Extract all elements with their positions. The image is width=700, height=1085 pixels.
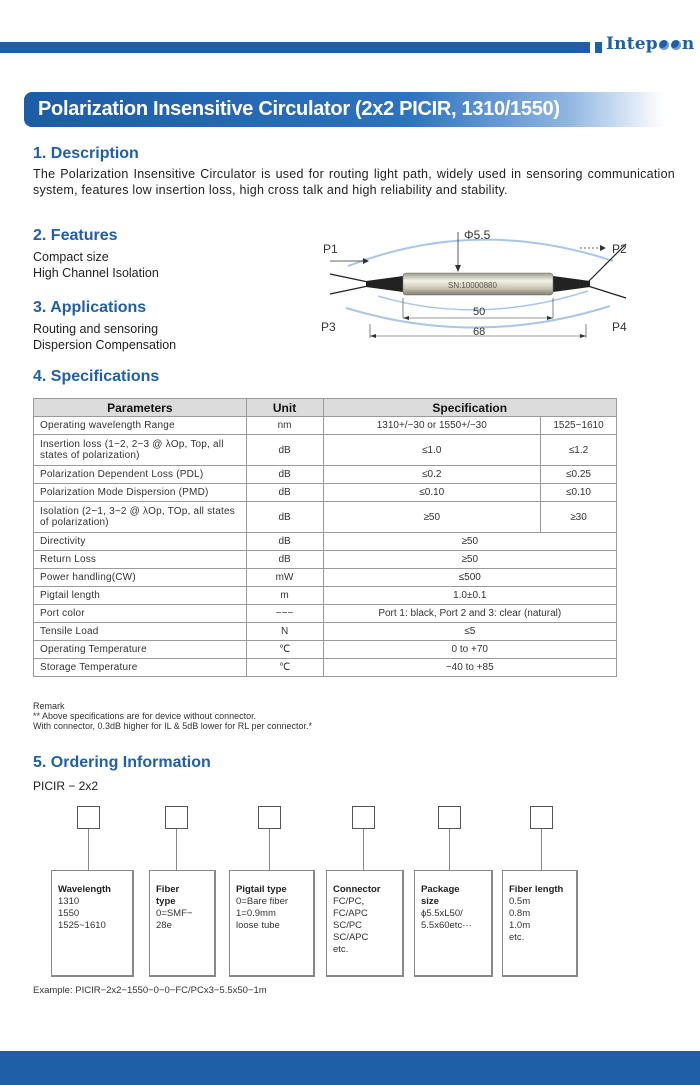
- connector-line: [449, 829, 450, 870]
- option-value: 5.5x60etc···: [421, 920, 472, 931]
- option-title: Fiber length: [509, 884, 564, 895]
- specification-cell: ≤0.25: [541, 466, 617, 484]
- parameter-cell: Polarization Mode Dispersion (PMD): [34, 484, 247, 502]
- remark: [33, 701, 312, 731]
- code-field-box: [438, 806, 461, 829]
- header-parameters: Parameters: [34, 399, 247, 417]
- table-row: [34, 502, 617, 533]
- connector-line: [88, 829, 89, 870]
- features-list: [33, 249, 159, 281]
- parameter-cell: Tensile Load: [34, 623, 247, 641]
- specification-cell: ≤1.0: [323, 435, 541, 466]
- option-value: 28e: [156, 920, 172, 931]
- specification-cell: 1.0±0.1: [323, 587, 617, 605]
- code-field-box: [530, 806, 553, 829]
- option-value: 0.8m: [509, 908, 531, 919]
- table-row: [34, 484, 617, 502]
- option-value: ϕ5.5xL50/: [421, 908, 463, 919]
- application-item: Dispersion Compensation: [33, 338, 177, 352]
- unit-cell: dB: [246, 484, 323, 502]
- table-row: [34, 641, 617, 659]
- unit-cell: N: [246, 623, 323, 641]
- option-box: [229, 870, 315, 977]
- parameter-cell: Return Loss: [34, 551, 247, 569]
- option-value: etc.: [333, 944, 349, 955]
- header-bar-accent: [595, 42, 602, 53]
- option-title: type: [156, 896, 176, 907]
- option-title: Package: [421, 884, 460, 895]
- ordering-code: PICIR − 2x2: [33, 779, 99, 793]
- option-value: 1310: [58, 896, 80, 907]
- applications-list: [33, 321, 176, 353]
- port-p3-label: P3: [321, 320, 336, 334]
- specification-cell: ≥50: [323, 551, 617, 569]
- table-row: [34, 435, 617, 466]
- specification-cell: ≤500: [323, 569, 617, 587]
- option-value: 0.5m: [509, 896, 531, 907]
- option-value: SC/PC: [333, 920, 363, 931]
- table-row: [34, 587, 617, 605]
- unit-cell: dB: [246, 502, 323, 533]
- connector-line: [541, 829, 542, 870]
- table-row: [34, 551, 617, 569]
- parameter-cell: Insertion loss (1−2, 2−3 @ λOp, Top, all states of polarization): [34, 435, 247, 466]
- feature-item: High Channel Isolation: [33, 266, 159, 280]
- code-field-box: [165, 806, 188, 829]
- table-header-row: [34, 399, 617, 417]
- specification-cell: ≤1.2: [541, 435, 617, 466]
- specification-cell: ≤0.2: [323, 466, 541, 484]
- body-length-label: 50: [473, 306, 486, 318]
- option-title: Wavelength: [58, 884, 111, 895]
- unit-cell: −−−: [246, 605, 323, 623]
- page-title: Polarization Insensitive Circulator (2x2 PICIR, 1310/1550): [38, 98, 560, 120]
- table-row: [34, 623, 617, 641]
- diameter-label: Φ5.5: [464, 228, 491, 242]
- unit-cell: ℃: [246, 641, 323, 659]
- description-heading: 1. Description: [33, 145, 139, 162]
- total-length-label: 68: [473, 326, 486, 338]
- applications-heading: 3. Applications: [33, 299, 147, 316]
- specifications-heading: 4. Specifications: [33, 368, 160, 385]
- unit-cell: dB: [246, 435, 323, 466]
- parameter-cell: Operating Temperature: [34, 641, 247, 659]
- specification-cell: ≥50: [323, 533, 617, 551]
- specification-cell: ≥50: [323, 502, 541, 533]
- application-item: Routing and sensoring: [33, 322, 159, 336]
- option-value: FC/PC,: [333, 896, 365, 907]
- remark-line: ** Above specifications are for device without connector.: [33, 711, 257, 721]
- parameter-cell: Isolation (2−1, 3−2 @ λOp, TOp, all states of polarization): [34, 502, 247, 533]
- specification-cell: 1310+/−30 or 1550+/−30: [323, 417, 541, 435]
- parameter-cell: Storage Temperature: [34, 659, 247, 677]
- specification-cell: Port 1: black, Port 2 and 3: clear (natural): [323, 605, 617, 623]
- option-value: 1550: [58, 908, 80, 919]
- table-row: [34, 569, 617, 587]
- specification-cell: ≥30: [541, 502, 617, 533]
- option-value: 0=Bare fiber: [236, 896, 289, 907]
- option-box: [502, 870, 578, 977]
- code-field-box: [352, 806, 375, 829]
- unit-cell: ℃: [246, 659, 323, 677]
- port-p4-label: P4: [612, 320, 627, 334]
- parameter-cell: Polarization Dependent Loss (PDL): [34, 466, 247, 484]
- footer-bar: [0, 1051, 700, 1085]
- option-value: etc.: [509, 932, 525, 943]
- port-p2-label: P2: [612, 242, 627, 256]
- option-title: size: [421, 896, 439, 907]
- parameter-cell: Operating wavelength Range: [34, 417, 247, 435]
- parameter-cell: Pigtail length: [34, 587, 247, 605]
- remark-line: With connector, 0.3dB higher for IL & 5dB lower for RL per connector.*: [33, 721, 312, 731]
- specification-cell: ≤5: [323, 623, 617, 641]
- code-field-box: [258, 806, 281, 829]
- feature-item: Compact size: [33, 250, 109, 264]
- serial-label: SN:10000880: [448, 281, 497, 290]
- ordering-heading: 5. Ordering Information: [33, 754, 211, 771]
- option-value: FC/APC: [333, 908, 368, 919]
- unit-cell: m: [246, 587, 323, 605]
- specification-cell: ≤0.10: [541, 484, 617, 502]
- remark-title: Remark: [33, 701, 65, 711]
- option-value: 1=0.9mm: [236, 908, 276, 919]
- unit-cell: nm: [246, 417, 323, 435]
- connector-line: [176, 829, 177, 870]
- specification-cell: 1525~1610: [541, 417, 617, 435]
- header-unit: Unit: [246, 399, 323, 417]
- option-value: SC/APC: [333, 932, 369, 943]
- ordering-example: Example: PICIR−2x2−1550−0−0−FC/PCx3−5.5x50−1m: [33, 985, 267, 996]
- table-row: [34, 659, 617, 677]
- option-box: [414, 870, 493, 977]
- option-title: Connector: [333, 884, 381, 895]
- option-value: 1.0m: [509, 920, 531, 931]
- option-value: 0=SMF−: [156, 908, 193, 919]
- option-box: [51, 870, 134, 977]
- option-title: Pigtail type: [236, 884, 287, 895]
- unit-cell: dB: [246, 466, 323, 484]
- specification-cell: −40 to +85: [323, 659, 617, 677]
- unit-cell: dB: [246, 533, 323, 551]
- header-bar: [0, 42, 590, 53]
- title-banner: [24, 92, 664, 127]
- table-row: [34, 605, 617, 623]
- specification-cell: ≤0.10: [323, 484, 541, 502]
- option-value: 1525~1610: [58, 920, 106, 931]
- option-value: loose tube: [236, 920, 280, 931]
- table-row: [34, 533, 617, 551]
- parameter-cell: Power handling(CW): [34, 569, 247, 587]
- connector-line: [363, 829, 364, 870]
- parameter-cell: Port color: [34, 605, 247, 623]
- table-row: [34, 417, 617, 435]
- description-text: The Polarization Insensitive Circulator is used for routing light path, widely used in sensoring communication system, features low insertion loss, high cross talk and high reliability and stability.: [33, 167, 675, 197]
- option-box: [149, 870, 216, 977]
- features-heading: 2. Features: [33, 227, 118, 244]
- brand-logo: Intep n: [606, 34, 695, 54]
- connector-line: [269, 829, 270, 870]
- specification-cell: 0 to +70: [323, 641, 617, 659]
- unit-cell: mW: [246, 569, 323, 587]
- header-specification: Specification: [323, 399, 617, 417]
- port-p1-label: P1: [323, 242, 338, 256]
- option-box: [326, 870, 404, 977]
- specifications-table: [33, 398, 617, 677]
- parameter-cell: Directivity: [34, 533, 247, 551]
- device-diagram: [318, 226, 638, 348]
- table-row: [34, 466, 617, 484]
- option-title: Fiber: [156, 884, 180, 895]
- code-field-box: [77, 806, 100, 829]
- unit-cell: dB: [246, 551, 323, 569]
